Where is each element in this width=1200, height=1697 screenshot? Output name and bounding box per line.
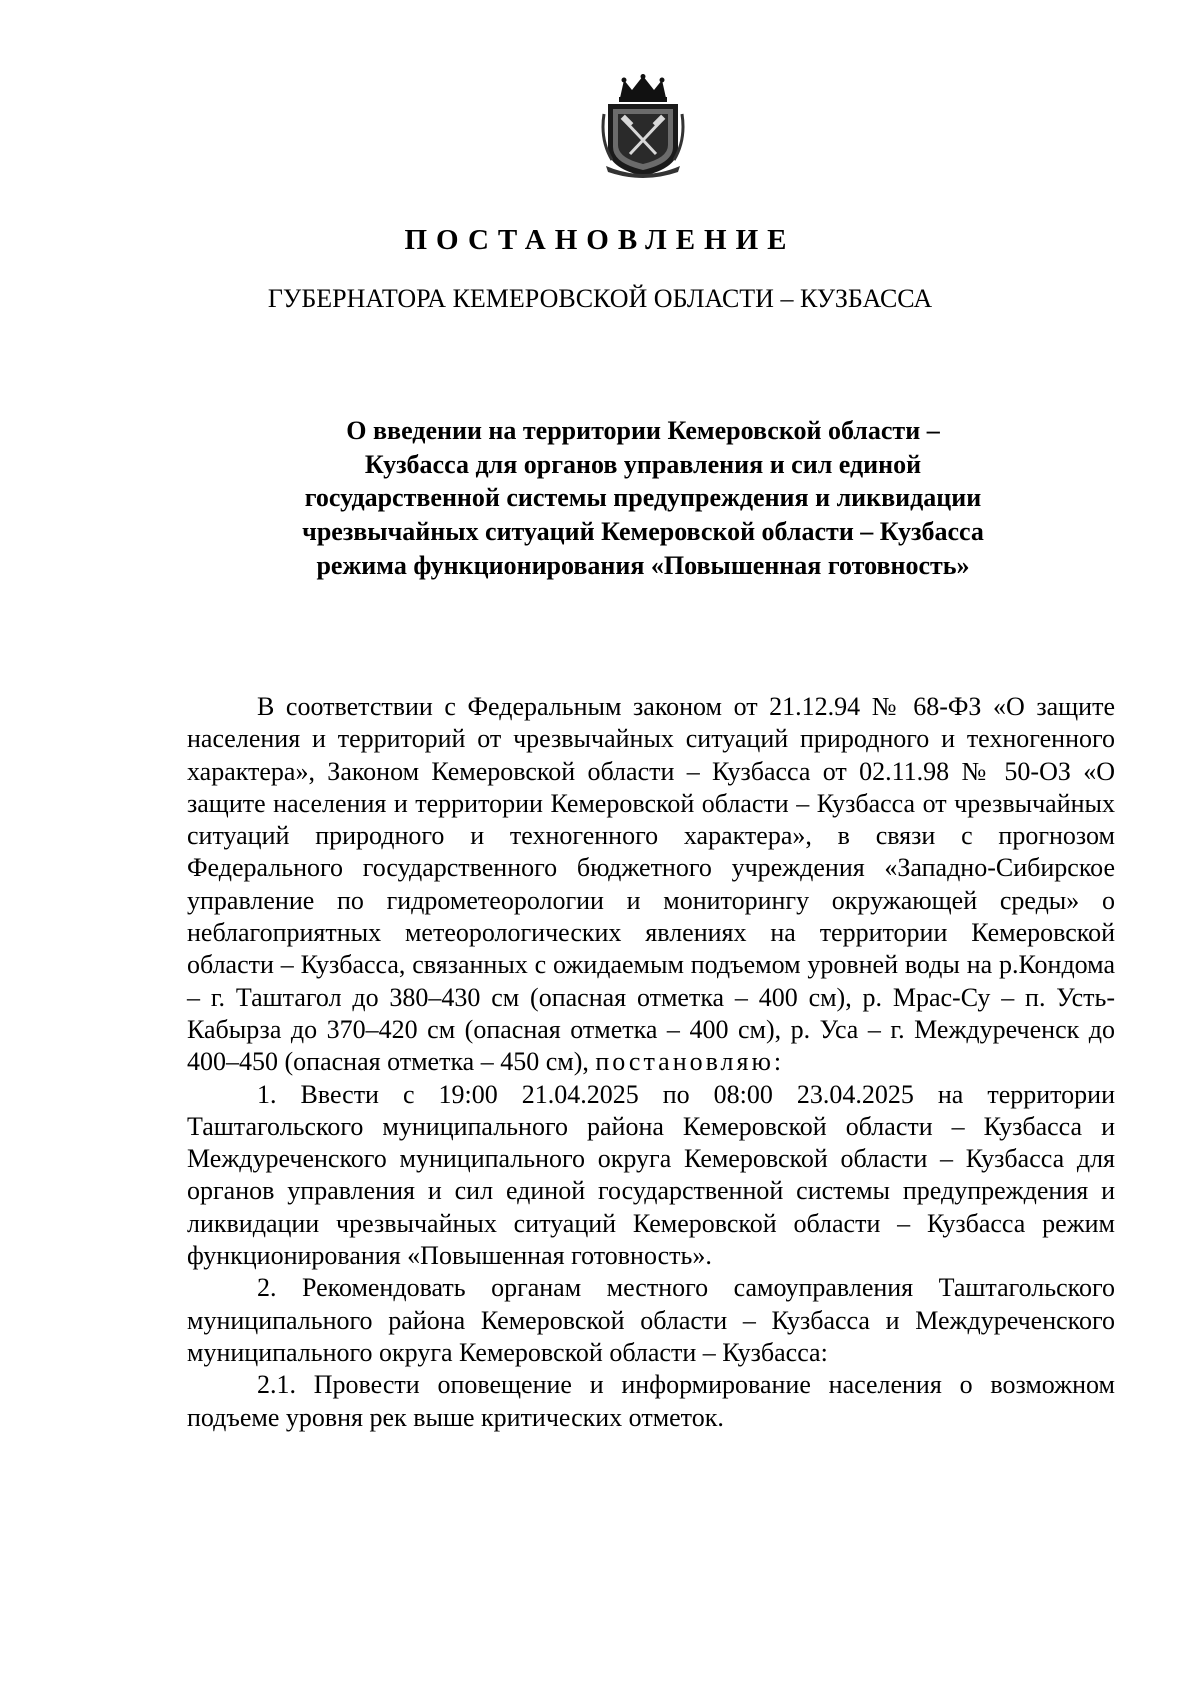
document-body (187, 691, 1115, 1434)
item-1-paragraph: 1. Ввести с 19:00 21.04.2025 по 08:00 23.04.2025 на территории Таштагольского муниципального района Кемеровской области – Кузбасса и Междуреченского муниципального округа Кемеровской области – Кузбасса для органов управления и сил единой государственной системы предупреждения и ликвидации чрезвычайных ситуаций Кемеровской области – Кузбасса режим функционирования «Повышенная готовность». (187, 1079, 1115, 1271)
resolution-heading: О введении на территории Кемеровской области – Кузбасса для органов управления и сил единой государственной системы предупреждения и ликвидации чрезвычайных ситуаций Кемеровской области – Кузбасса режима функционирования «Повышенная готовность» (302, 416, 984, 580)
item-2-1-paragraph: 2.1. Провести оповещение и информирование населения о возможном подъеме уровня рек выше критических отметок. (187, 1370, 1115, 1432)
resolve-word: постановляю: (595, 1047, 785, 1077)
coat-of-arms-icon (598, 74, 688, 178)
preamble-text: В соответствии с Федеральным законом от 21.12.94 № 68-ФЗ «О защите населения и территорий от чрезвычайных ситуаций природного и техногенного характера», Законом Кемеровской области – Кузбасса от 02.11.98 № 50-ОЗ «О защите населения и территории Кемеровской области – Кузбасса от чрезвычайных ситуаций природного и техногенного характера», в связи с прогнозом Федерального государственного бюджетного учреждения «Западно-Сибирское управление по гидрометеорологии и мониторингу окружающей среды» о неблагоприятных метеорологических явлениях на территории Кемеровской области – Кузбасса, связанных с ожидаемым подъемом уровней воды на р.Кондома – г. Таштагол до 380–430 см (опасная отметка – 400 см), р. Мрас-Су – п. Усть-Кабырза до 370–420 см (опасная отметка – 400 см), р. Уса – г. Междуреченск до 400–450 (опасная отметка – 450 см), (187, 692, 1115, 1077)
item-2-paragraph: 2. Рекомендовать органам местного самоуправления Таштагольского муниципального района Кемеровской области – Кузбасса и Междуреченского муниципального округа Кемеровской области – Кузбасса: (187, 1273, 1115, 1367)
document-subtitle: ГУБЕРНАТОРА КЕМЕРОВСКОЙ ОБЛАСТИ – КУЗБАССА (267, 284, 933, 313)
preamble-paragraph (187, 691, 1115, 1079)
document-title: ПОСТАНОВЛЕНИЕ (404, 224, 796, 256)
